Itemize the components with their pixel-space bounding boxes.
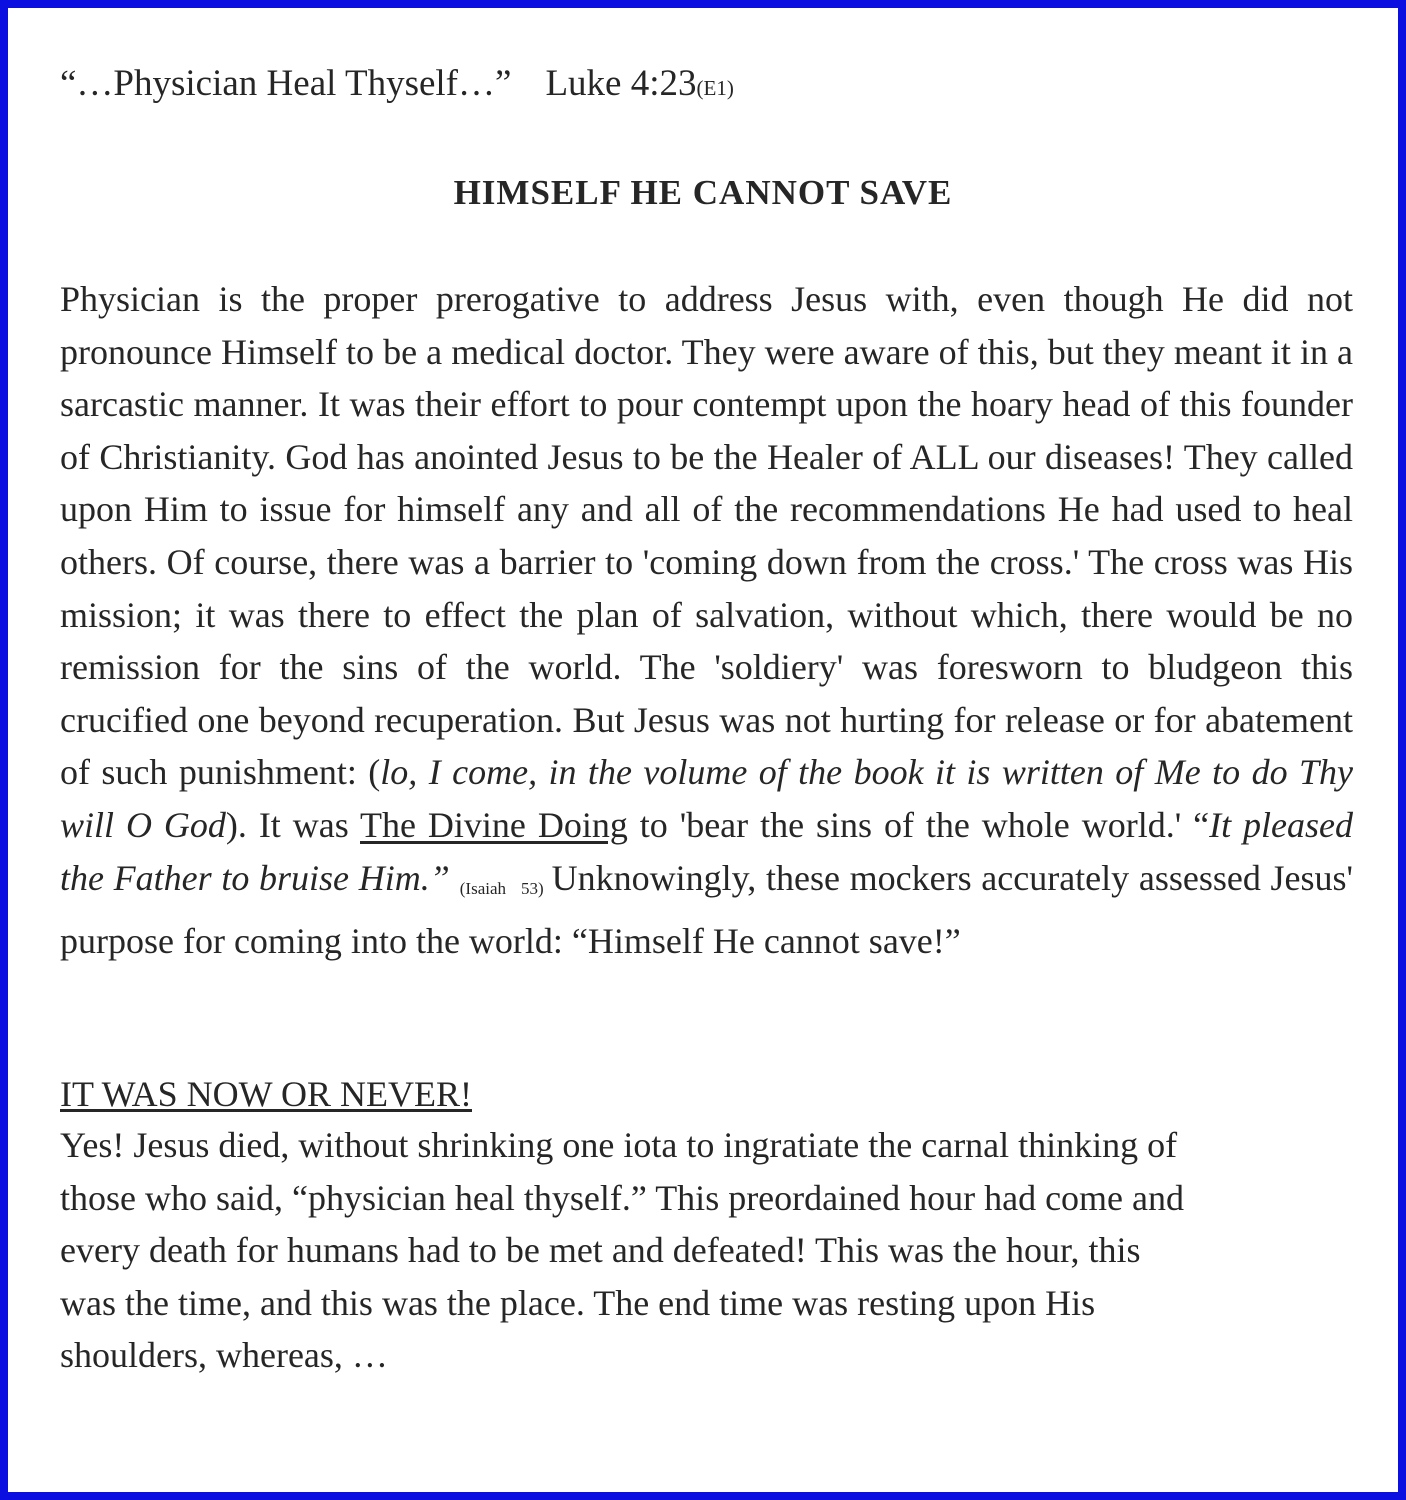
paragraph-1-text-a: Physician is the proper prerogative to address Jesus with, even though He did not pronounce Himself to be a medical doctor. They were aware of this, but they meant it in a sarcastic manner. It was their effort to pour contempt upon the hoary head of this founder of Christianity. God has anointed Jesus to be the Healer of ALL our diseases! They called upon Him to issue for himself any and all of the recommendations He had used to heal others. Of course, there was a barrier to 'coming down from the cross.' The cross was His mission; it was there to effect the plan of salvation, without which, there would be no remission for the sins of the world. The 'soldiery' was foresworn to bludgeon this crucified one beyond recuperation. But Jesus was not hurting for release or for abatement of such punishment: ( <box>60 279 1353 793</box>
scripture-quote: “…Physician Heal Thyself…” <box>60 63 512 104</box>
subheading: IT WAS NOW OR NEVER! <box>60 1074 472 1114</box>
paragraph-2-line: those who said, “physician heal thyself.” This preordained hour had come and <box>60 1177 1185 1218</box>
paragraph-2-line: Yes! Jesus died, without shrinking one iota to ingratiate the carnal thinking of <box>60 1125 1178 1165</box>
paragraph-2-line: shoulders, whereas, … <box>60 1335 388 1376</box>
paragraph-2 <box>60 1119 1353 1382</box>
paragraph-1-text-d: Unknowingly, these mockers accurately assessed Jesus' purpose for coming into the world: “Himself He cannot save!” <box>60 857 1353 962</box>
paragraph-1 <box>60 273 1353 968</box>
scripture-note: (E1) <box>696 76 734 100</box>
scripture-ref: Luke 4:23 <box>545 63 697 104</box>
underlined-phrase: The Divine Doing <box>360 804 628 845</box>
paragraph-2-line: was the time, and this was the place. The end time was resting upon His <box>60 1282 1096 1323</box>
italic-quote: lo, I come, in the volume of the book it is written of Me to do Thy will O God <box>60 752 1353 845</box>
paragraph-1-text-b: ). It was <box>225 804 361 845</box>
paragraph-1-text-c: to 'bear the sins of the whole world.' “ <box>627 804 1210 845</box>
scripture-reference-line <box>60 62 734 110</box>
italic-quote-2: It pleased the Father to bruise Him.” <box>60 804 1353 898</box>
paragraph-2-line: every death for humans had to be met and defeated! This was the hour, this <box>60 1230 1141 1271</box>
scripture-citation: (Isaiah 53) <box>459 878 544 898</box>
page-title: HIMSELF HE CANNOT SAVE <box>453 173 953 212</box>
